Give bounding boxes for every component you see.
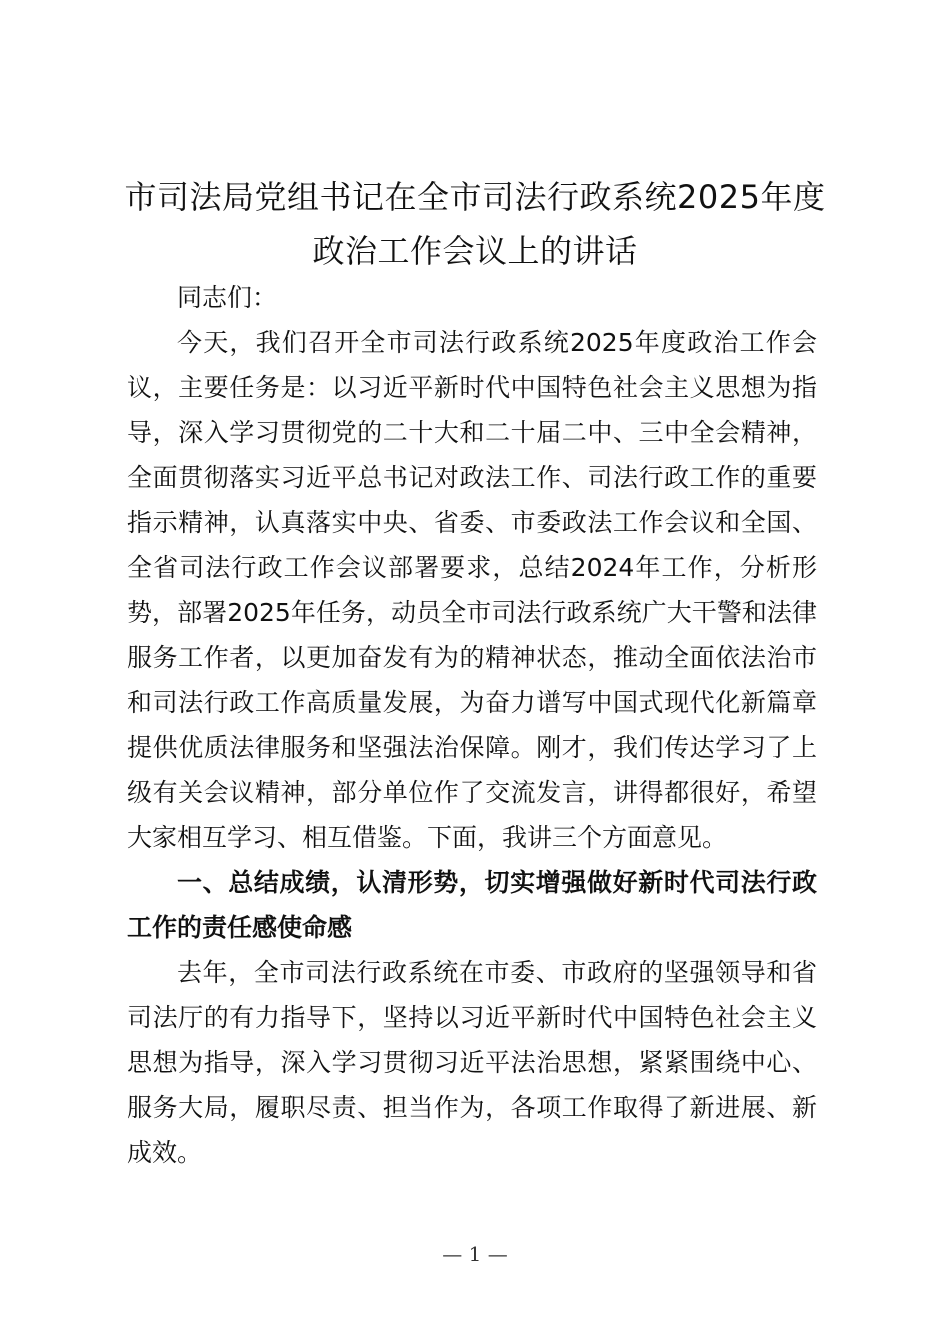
document-title: 市司法局党组书记在全市司法行政系统2025年度政治工作会议上的讲话 (124, 178, 826, 270)
section-paragraph: 去年，全市司法行政系统在市委、市政府的坚强领导和省司法厅的有力指导下，坚持以习近平新时代中国特色社会主义思想为指导，深入学习贯彻习近平法治思想，紧紧围绕中心、服务大局，履职尽责、担当作为，各项工作取得了新进展、新成效。 (127, 958, 817, 1167)
salutation: 同志们： (177, 283, 278, 312)
document-body (127, 275, 817, 1175)
page-number: — 1 — (442, 1242, 508, 1266)
section-heading: 一、总结成绩，认清形势，切实增强做好新时代司法行政工作的责任感使命感 (127, 868, 817, 942)
opening-paragraph: 今天，我们召开全市司法行政系统2025年度政治工作会议，主要任务是：以习近平新时代中国特色社会主义思想为指导，深入学习贯彻党的二十大和二十届二中、三中全会精神，全面贯彻落实习近平总书记对政法工作、司法行政工作的重要指示精神，认真落实中央、省委、市委政法工作会议和全国、全省司法行政工作会议部署要求，总结2024年工作，分析形势，部署2025年任务，动员全市司法行政系统广大干警和法律服务工作者，以更加奋发有为的精神状态，推动全面依法治市和司法行政工作高质量发展，为奋力谱写中国式现代化新篇章提供优质法律服务和坚强法治保障。刚才，我们传达学习了上级有关会议精神，部分单位作了交流发言，讲得都很好，希望大家相互学习、相互借鉴。下面，我讲三个方面意见。 (127, 328, 817, 852)
